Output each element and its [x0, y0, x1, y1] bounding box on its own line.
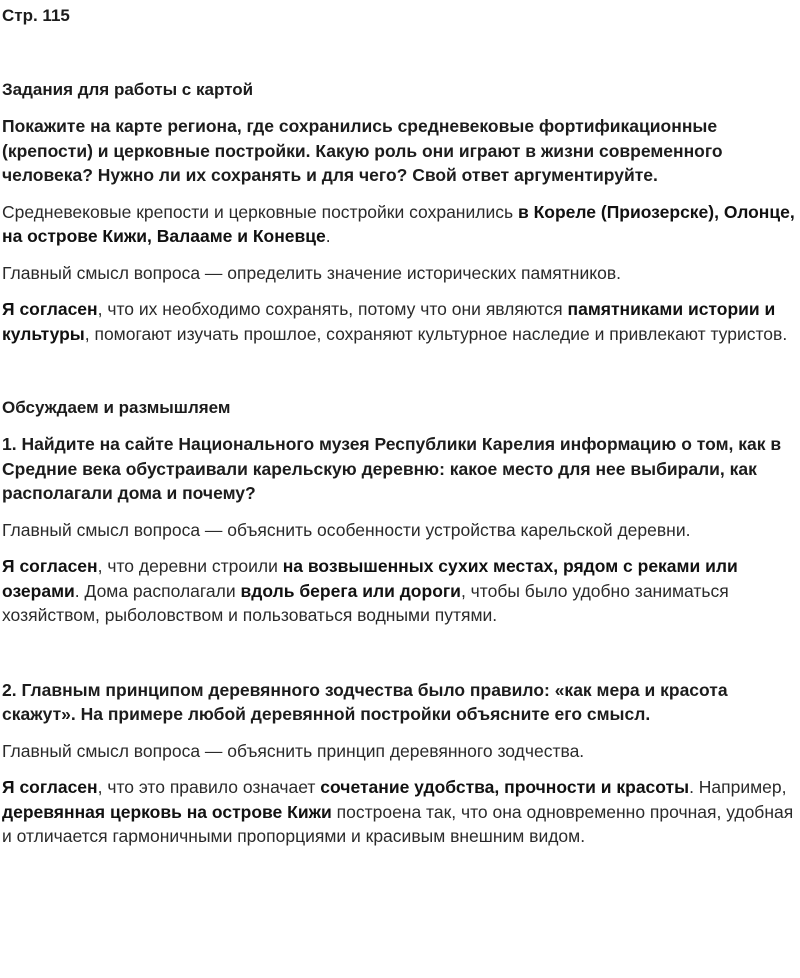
answer-text: , что деревни строили: [97, 556, 283, 576]
section-title-discussion: Обсуждаем и размышляем: [2, 398, 231, 417]
answer-text: построена так, что она одновременно прочная, удобная и отличается гармоничными пропорциями и красивым внешним видом.: [2, 801, 794, 846]
answer-text: Средневековые крепости и церковные постройки сохранились: [2, 201, 518, 222]
answer-text: , что их необходимо сохранять, потому что они являются: [97, 299, 568, 319]
map-task-answer-meaning: Главный смысл вопроса — определить значение исторических памятников.: [2, 262, 621, 283]
map-task-question: Покажите на карте региона, где сохранились средневековые фортификационные (крепости) и церковные постройки. Какую роль они играют в жизни современного человека? Нужно ли их сохранять и для чего? Свой ответ аргументируйте.: [2, 116, 723, 185]
answer-bold: Я согласен: [2, 777, 98, 797]
page-number: Стр. 115: [2, 6, 70, 25]
discussion-answer-1-meaning: Главный смысл вопроса — объяснить особенности устройства карельской деревни.: [2, 519, 691, 540]
answer-bold: в Кореле (Приозерске), Олонце, на острове Кижи, Валааме и Коневце: [2, 201, 795, 246]
discussion-answer-2-opinion: [2, 775, 800, 849]
answer-text: , чтобы было удобно заниматься хозяйством, рыболовством и пользоваться водными путями.: [2, 580, 729, 625]
answer-text: . Например,: [689, 777, 787, 797]
answer-bold: памятниками истории и культуры: [2, 299, 776, 344]
answer-bold: сочетание удобства, прочности и красоты: [320, 777, 690, 797]
discussion-question-2: 2. Главным принципом деревянного зодчества было правило: «как мера и красота скажут». На примере любой деревянной постройки объясните его смысл.: [2, 679, 728, 724]
answer-text: , помогают изучать прошлое, сохраняют культурное наследие и привлекают туристов.: [84, 323, 788, 344]
answer-bold: вдоль берега или дороги: [240, 580, 461, 601]
answer-bold: Я согласен: [2, 299, 98, 319]
discussion-question-1: 1. Найдите на сайте Национального музея Республики Карелия информацию о том, как в Средние века обустраивали карельскую деревню: какое место для нее выбирали, как располагали дома и почему?: [2, 434, 782, 503]
section-title-map-tasks: Задания для работы с картой: [2, 80, 254, 99]
map-task-answer-locations: [2, 200, 800, 249]
answer-bold: Я согласен: [2, 556, 98, 576]
discussion-answer-2-meaning: Главный смысл вопроса — объяснить принцип деревянного зодчества.: [2, 740, 585, 761]
map-task-answer-opinion: [2, 297, 800, 346]
answer-text: . Дома располагали: [74, 580, 241, 601]
answer-bold: деревянная церковь на острове Кижи: [2, 801, 332, 822]
discussion-answer-1-opinion: [2, 554, 800, 628]
answer-text: .: [325, 226, 331, 246]
answer-bold: на возвышенных сухих местах, рядом с реками или озерами: [2, 556, 738, 601]
answer-text: , что это правило означает: [97, 777, 321, 797]
